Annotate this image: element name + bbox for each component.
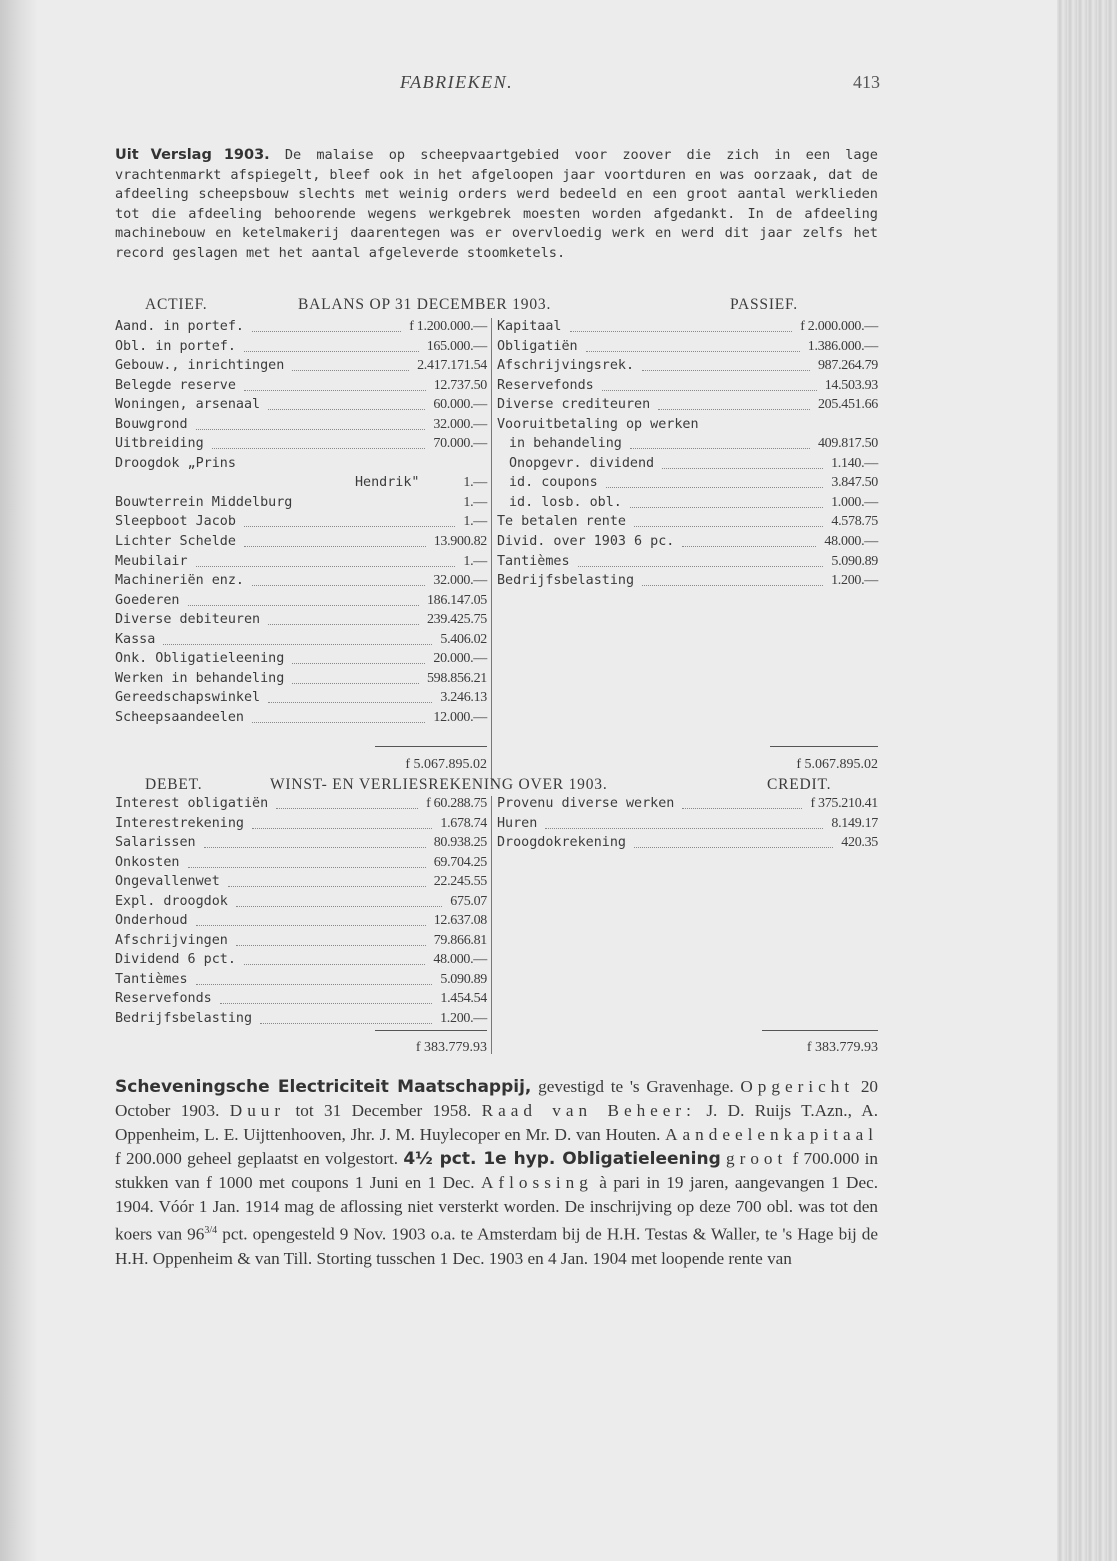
dot-leader — [545, 826, 823, 829]
dot-leader — [642, 368, 810, 371]
dot-leader — [682, 544, 816, 547]
actief-total-rule — [375, 746, 487, 747]
debet-list — [115, 794, 487, 1029]
ledger-label: Bouwterrein Middelburg — [115, 494, 293, 510]
ledger-amount: 1.386.000.— — [807, 338, 878, 354]
dot-leader — [634, 524, 823, 527]
dot-leader — [570, 329, 792, 332]
dot-leader — [682, 806, 802, 809]
actief-total: f 5.067.895.02 — [405, 757, 487, 772]
dot-leader — [630, 505, 823, 508]
ledger-row — [497, 454, 878, 474]
closing-text: pct. opengesteld 9 Nov. 1903 o.a. te Amsterdam bij de H.H. Testas & Waller, te 's Hage bij de H.H. Oppenheim & van Till. Storting tusschen 1 Dec. 1903 en 4 Jan. 1904 met loopende rente van — [115, 1224, 879, 1268]
ledger-label: Scheepsaandeelen — [115, 709, 244, 725]
ledger-row — [115, 708, 487, 728]
raad-label: Raad van Beheer: — [481, 1101, 696, 1120]
dot-leader — [292, 368, 409, 371]
balance-divider — [491, 318, 492, 786]
ledger-label: Kapitaal — [497, 319, 562, 334]
dot-leader — [196, 982, 432, 985]
ledger-label: Reservefonds — [115, 991, 212, 1007]
profit-loss-title: WINST- EN VERLIESREKENING OVER 1903. — [270, 776, 608, 793]
ledger-row — [115, 415, 487, 435]
dot-leader — [196, 427, 425, 430]
ledger-label: Tantièmes — [115, 971, 188, 987]
actief-list — [115, 317, 487, 727]
intro-lead: Uit Verslag 1903. — [115, 147, 270, 163]
dot-leader — [260, 1021, 432, 1024]
ledger-label: Bedrijfsbelasting — [115, 1011, 253, 1027]
ledger-label: Sleepboot Jacob — [115, 514, 236, 530]
dot-leader — [188, 603, 419, 606]
dot-leader — [204, 845, 426, 848]
ledger-label: Tantièmes — [497, 553, 570, 569]
ledger-amount: 1.000.— — [831, 494, 878, 510]
dot-leader — [268, 407, 425, 410]
ledger-label: Obligatiën — [497, 338, 578, 354]
duur-value: tot 31 December 1958. — [295, 1101, 472, 1120]
ledger-amount: 48.000.— — [824, 534, 878, 550]
ledger-row — [497, 532, 878, 552]
dot-leader — [236, 943, 426, 946]
ledger-label: Onopgevr. dividend — [509, 455, 655, 471]
dot-leader — [252, 826, 432, 829]
ledger-label: Meubilair — [115, 553, 188, 569]
ledger-row — [115, 649, 487, 669]
balance-title: BALANS OP 31 DECEMBER 1903. — [298, 296, 552, 313]
ledger-row — [497, 434, 878, 454]
ledger-amount: 12.000.— — [433, 709, 487, 725]
ledger-amount: 13.900.82 — [433, 534, 487, 550]
ledger-label: Onderhoud — [115, 913, 188, 929]
ledger-label: Goederen — [115, 592, 180, 608]
ledger-amount: 2.417.171.54 — [417, 358, 487, 374]
ledger-row — [115, 1009, 487, 1029]
ledger-label: Diverse debiteuren — [115, 612, 261, 628]
ledger-amount: 5.406.02 — [440, 631, 487, 647]
dot-leader — [268, 700, 432, 703]
ledger-label: Machineriën enz. — [115, 573, 244, 589]
ledger-label: Bouwgrond — [115, 416, 188, 432]
ledger-label: Lichter Schelde — [115, 534, 236, 550]
ledger-row — [497, 337, 878, 357]
dot-leader — [244, 388, 426, 391]
ledger-amount: 598.856.21 — [426, 670, 487, 686]
ledger-label: Droogdokrekening — [497, 835, 626, 851]
ledger-amount: 8.149.17 — [831, 815, 878, 831]
ledger-row — [115, 610, 487, 630]
dot-leader — [578, 564, 823, 567]
ledger-amount: 4.578.75 — [831, 514, 878, 530]
ledger-label: Onk. Obligatieleening — [115, 651, 285, 667]
duur-label: Duur — [229, 1101, 286, 1120]
dot-leader — [252, 720, 425, 723]
ledger-amount: 3.847.50 — [831, 475, 878, 491]
koers-fraction: 3/4 — [204, 1225, 218, 1236]
ledger-label: Interestrekening — [115, 815, 244, 831]
dot-leader — [252, 329, 401, 332]
passief-list — [497, 317, 878, 591]
ledger-row — [115, 669, 487, 689]
dot-leader — [163, 642, 432, 645]
ledger-row — [497, 356, 878, 376]
ledger-amount: 5.090.89 — [440, 971, 487, 987]
raad-value: J. D. Ruijs T.Azn., A. Oppenheim, L. E. Uijttenhooven, Jhr. J. M. Huylecoper en Mr. D. van Houten. — [115, 1101, 878, 1144]
profit-loss-heading — [115, 776, 878, 796]
ledger-amount: 1.200.— — [440, 1011, 487, 1027]
ledger-amount: 60.000.— — [433, 397, 487, 413]
ledger-label: Gereedschapswinkel — [115, 690, 261, 706]
ledger-label: Belegde reserve — [115, 377, 236, 393]
ledger-amount: 1.— — [463, 514, 487, 530]
ledger-row — [115, 454, 487, 474]
ledger-amount: 22.245.55 — [433, 874, 487, 890]
ledger-row — [115, 630, 487, 650]
passief-total-rule — [770, 746, 878, 747]
ledger-label: Obl. in portef. — [115, 338, 236, 354]
dot-leader — [244, 962, 425, 965]
dot-leader — [188, 865, 426, 868]
ledger-label: Ongevallenwet — [115, 874, 220, 890]
ledger-amount: 420.35 — [841, 835, 878, 851]
ledger-row — [115, 552, 487, 572]
dot-leader — [244, 544, 426, 547]
ledger-row — [115, 950, 487, 970]
ledger-amount: 20.000.— — [433, 651, 487, 667]
intro-text: De malaise op scheepvaartgebied voor zoover die zich in een lage vrachtenmarkt afspiegelt, bleef ook in het afgeloopen jaar voortduren en was oorzaak, dat de afdeeling scheepsbouw slechts met weinig orders werd bedeeld en een groot aantal werklieden tot die afdeeling behoorende wegens werkgebrek moesten worden afgedankt. In de afdeeling machinebouw en ketelmakerij daarentegen was er overvloedig werk en werd dit jaar zelfs het record geslagen met het aantal afgeleverde stoomketels. — [115, 147, 878, 261]
ledger-label: Interest obligatiën — [115, 796, 269, 811]
ledger-amount: f 1.200.000.— — [409, 319, 487, 334]
ledger-amount: 205.451.66 — [817, 397, 878, 413]
ledger-row — [115, 989, 487, 1009]
ledger-label: Woningen, arsenaal — [115, 397, 261, 413]
ledger-label: Vooruitbetaling op werken — [497, 416, 699, 432]
dot-leader — [642, 583, 823, 586]
groot-label: groot — [726, 1149, 788, 1168]
ledger-row — [115, 931, 487, 951]
intro-paragraph — [115, 146, 878, 263]
ledger-label: Aand. in portef. — [115, 319, 244, 334]
ledger-row — [497, 493, 878, 513]
company-location: gevestigd te 's Gravenhage. — [538, 1077, 734, 1096]
lening-text: f 700.000 in stukken van f 1000 met coupons 1 Juni en 1 Dec. — [115, 1149, 879, 1192]
debet-total: f 383.779.93 — [415, 1040, 487, 1055]
ledger-amount: 1.— — [463, 494, 487, 510]
ledger-label: Werken in behandeling — [115, 670, 285, 686]
ledger-row — [497, 794, 878, 814]
ledger-row — [115, 434, 487, 454]
ledger-label: Bedrijfsbelasting — [497, 573, 635, 589]
ledger-amount: 3.246.13 — [440, 690, 487, 706]
ledger-amount: 409.817.50 — [817, 436, 878, 452]
ledger-label: Gebouw., inrichtingen — [115, 358, 285, 374]
ledger-row — [115, 395, 487, 415]
ledger-label: Provenu diverse werken — [497, 796, 675, 811]
kapitaal-label: Aandeelenkapitaal — [665, 1125, 878, 1144]
ledger-label: Expl. droogdok — [115, 893, 228, 909]
ledger-row — [497, 473, 878, 493]
ledger-row — [115, 571, 487, 591]
credit-list — [497, 794, 878, 853]
ledger-label: Reservefonds — [497, 377, 594, 393]
ledger-amount: f 60.288.75 — [426, 796, 487, 811]
dot-leader — [196, 923, 426, 926]
page-number: 413 — [853, 72, 880, 92]
ledger-amount: 1.— — [463, 475, 487, 491]
ledger-label: Uitbreiding — [115, 436, 204, 452]
ledger-row — [115, 376, 487, 396]
ledger-label: Afschrijvingsrek. — [497, 358, 635, 374]
ledger-row — [497, 395, 878, 415]
ledger-amount: 1.678.74 — [440, 815, 487, 831]
ledger-label: Salarissen — [115, 835, 196, 851]
page-edge-right — [1057, 0, 1117, 1561]
actief-heading: ACTIEF. — [145, 296, 208, 313]
ledger-label: Afschrijvingen — [115, 932, 228, 948]
dot-leader — [236, 904, 442, 907]
ledger-amount: 1.— — [463, 553, 487, 569]
dot-leader — [220, 1001, 432, 1004]
dot-leader — [606, 485, 823, 488]
dot-leader — [196, 564, 455, 567]
ledger-label: in behandeling — [509, 436, 622, 452]
opgericht-label: Opgericht — [740, 1077, 855, 1096]
ledger-label: id. losb. obl. — [509, 494, 622, 510]
opgericht-value: 20 October 1903. — [115, 1077, 879, 1120]
ledger-label: Te betalen rente — [497, 514, 626, 530]
ledger-amount: 1.454.54 — [440, 991, 487, 1007]
dot-leader — [292, 681, 419, 684]
dot-leader — [586, 349, 800, 352]
credit-total: f 383.779.93 — [806, 1040, 878, 1055]
passief-total: f 5.067.895.02 — [796, 757, 878, 772]
company-entry — [115, 1075, 878, 1271]
aflossing-label: Aflossing — [481, 1173, 593, 1192]
ledger-amount: 1.200.— — [831, 573, 878, 589]
ledger-label: Diverse crediteuren — [497, 397, 651, 413]
ledger-amount: 12.737.50 — [433, 377, 487, 393]
ledger-label: id. coupons — [509, 475, 598, 491]
ledger-amount: 70.000.— — [433, 436, 487, 452]
ledger-row — [115, 872, 487, 892]
ledger-label: Dividend 6 pct. — [115, 952, 236, 968]
debet-heading: DEBET. — [145, 776, 203, 793]
ledger-row — [497, 512, 878, 532]
ledger-row — [115, 911, 487, 931]
dot-leader — [630, 446, 810, 449]
ledger-row — [497, 415, 878, 435]
credit-total-rule — [762, 1030, 878, 1031]
ledger-label: Kassa — [115, 631, 156, 647]
dot-leader — [662, 466, 823, 469]
company-name: Scheveningsche Electriciteit Maatschappij, — [115, 1077, 532, 1097]
ledger-row — [497, 833, 878, 853]
dot-leader — [276, 806, 418, 809]
dot-leader — [228, 884, 426, 887]
balance-sheet-heading — [115, 296, 878, 316]
ledger-row — [497, 571, 878, 591]
ledger-amount: f 2.000.000.— — [800, 319, 878, 334]
ledger-amount: 165.000.— — [426, 338, 487, 354]
aflossing-text: à pari in 19 jaren, aangevangen 1 Dec. 1904. Vóór 1 Jan. 1914 mag de aflossing niet versterkt worden. De inschrijving op deze 700 obl. was tot den koers van 96 — [115, 1173, 878, 1244]
ledger-row — [115, 473, 487, 493]
dot-leader — [634, 845, 833, 848]
credit-heading: CREDIT. — [767, 776, 832, 793]
ledger-amount: 69.704.25 — [433, 854, 487, 870]
debet-total-rule — [375, 1030, 487, 1031]
ledger-row — [115, 591, 487, 611]
ledger-label: Hendrik" — [355, 475, 420, 491]
ledger-amount: 80.938.25 — [433, 835, 487, 851]
ledger-label: Divid. over 1903 6 pc. — [497, 534, 675, 550]
ledger-amount: 32.000.— — [433, 416, 487, 432]
dot-leader — [212, 446, 425, 449]
ledger-row — [115, 512, 487, 532]
ledger-row — [497, 814, 878, 834]
kapitaal-value: f 200.000 geheel geplaatst en volgestort. — [115, 1149, 399, 1168]
ledger-row — [497, 376, 878, 396]
ledger-amount: 32.000.— — [433, 573, 487, 589]
ledger-amount: 675.07 — [450, 893, 487, 909]
ledger-row — [115, 493, 487, 513]
ledger-amount: 48.000.— — [433, 952, 487, 968]
dot-leader — [602, 388, 817, 391]
ledger-amount: 14.503.93 — [824, 377, 878, 393]
ledger-row — [115, 317, 487, 337]
ledger-amount: f 375.210.41 — [810, 796, 878, 811]
ledger-amount: 186.147.05 — [426, 592, 487, 608]
dot-leader — [244, 349, 419, 352]
dot-leader — [292, 661, 425, 664]
dot-leader — [658, 407, 810, 410]
ledger-amount: 5.090.89 — [831, 553, 878, 569]
ledger-amount: 987.264.79 — [817, 358, 878, 374]
ledger-amount: 1.140.— — [831, 455, 878, 471]
ledger-amount: 12.637.08 — [433, 913, 487, 929]
running-head — [0, 72, 1056, 98]
ledger-row — [115, 892, 487, 912]
dot-leader — [268, 622, 419, 625]
ledger-amount: 239.425.75 — [426, 612, 487, 628]
ledger-row — [115, 688, 487, 708]
dot-leader — [244, 524, 455, 527]
profit-loss-divider — [491, 796, 492, 1054]
ledger-row — [115, 833, 487, 853]
ledger-row — [497, 317, 878, 337]
ledger-row — [115, 794, 487, 814]
ledger-row — [497, 552, 878, 572]
lening-title: 4½ pct. 1e hyp. Obligatieleening — [403, 1149, 721, 1169]
ledger-row — [115, 814, 487, 834]
ledger-label: Huren — [497, 815, 538, 831]
ledger-row — [115, 970, 487, 990]
ledger-amount: 79.866.81 — [433, 932, 487, 948]
ledger-row — [115, 853, 487, 873]
ledger-label: Onkosten — [115, 854, 180, 870]
dot-leader — [252, 583, 425, 586]
running-title: FABRIEKEN. — [400, 72, 514, 92]
ledger-label: Droogdok „Prins — [115, 455, 236, 471]
passief-heading: PASSIEF. — [730, 296, 798, 313]
ledger-row — [115, 337, 487, 357]
ledger-row — [115, 356, 487, 376]
ledger-row — [115, 532, 487, 552]
